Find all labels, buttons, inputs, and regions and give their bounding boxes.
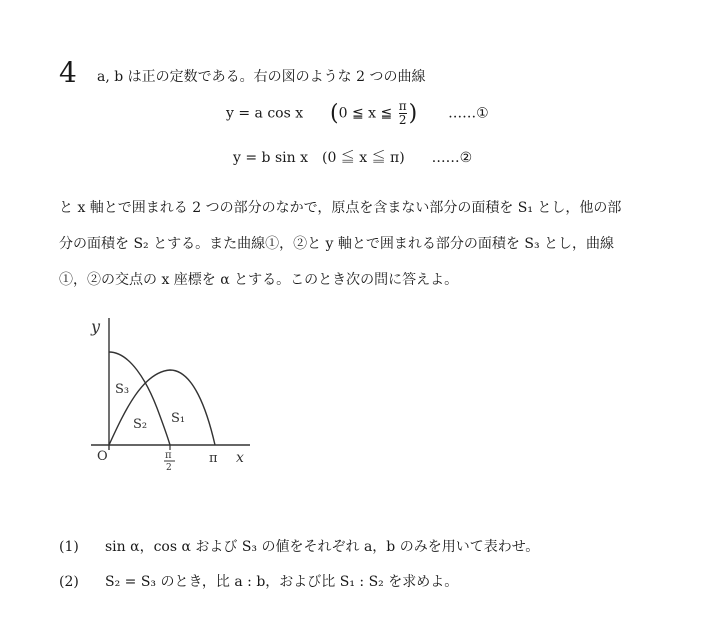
equation-2-text: y = b sin x (0 ≦ x ≦ π) [233,150,405,166]
s3-label: S₃ [115,382,130,397]
equation-1-marker: ……① [448,105,489,122]
problem-number: 4 [59,56,77,89]
equation-1-lhs: y = a cos x [226,105,304,122]
paragraph-line-3: ①，②の交点の x 座標を α とする。このとき次の問に答えよ。 [59,272,459,288]
problem-intro: a, b は正の定数である。右の図のような 2 つの曲線 [97,69,426,85]
s2-label: S₂ [133,417,148,432]
question-1-text: sin α，cos α および S₃ の値をそれぞれ a，b のみを用いて表わせ。 [105,539,540,555]
equation-1-condition: 0 ≦ x ≦ [338,105,397,122]
equation-2 [233,147,472,167]
pi-label: π [209,451,218,466]
question-1 [59,536,539,556]
equation-1: y = a cos x (0 ≦ x ≦ $\frac{\pi}{2}$ ) ……① [226,99,489,127]
s1-label: S₁ [171,411,186,426]
equation-2-marker: ……② [431,150,473,166]
paragraph-line-2: 分の面積を S₂ とする。また曲線①，②と y 軸とで囲まれる部分の面積を S₃ とし，曲線 [59,236,615,252]
pi-over-two-fraction: $\frac{\pi}{2}$ [398,99,407,127]
y-axis-label: y [91,317,101,336]
origin-label: O [97,449,108,464]
curve-figure [85,310,275,470]
question-1-number: (1) [59,539,79,555]
question-2 [59,571,458,591]
question-2-text: S₂ = S₃ のとき，比 a : b，および比 S₁ : S₂ を求めよ。 [105,574,459,590]
pi-half-numerator: π [165,450,172,461]
question-2-number: (2) [59,574,79,590]
paragraph-line-1: と x 軸とで囲まれる 2 つの部分のなかで，原点を含まない部分の面積を S₁ とし，他の部 [59,200,622,216]
x-axis-label: x [236,450,244,466]
pi-half-denominator: 2 [166,463,172,470]
